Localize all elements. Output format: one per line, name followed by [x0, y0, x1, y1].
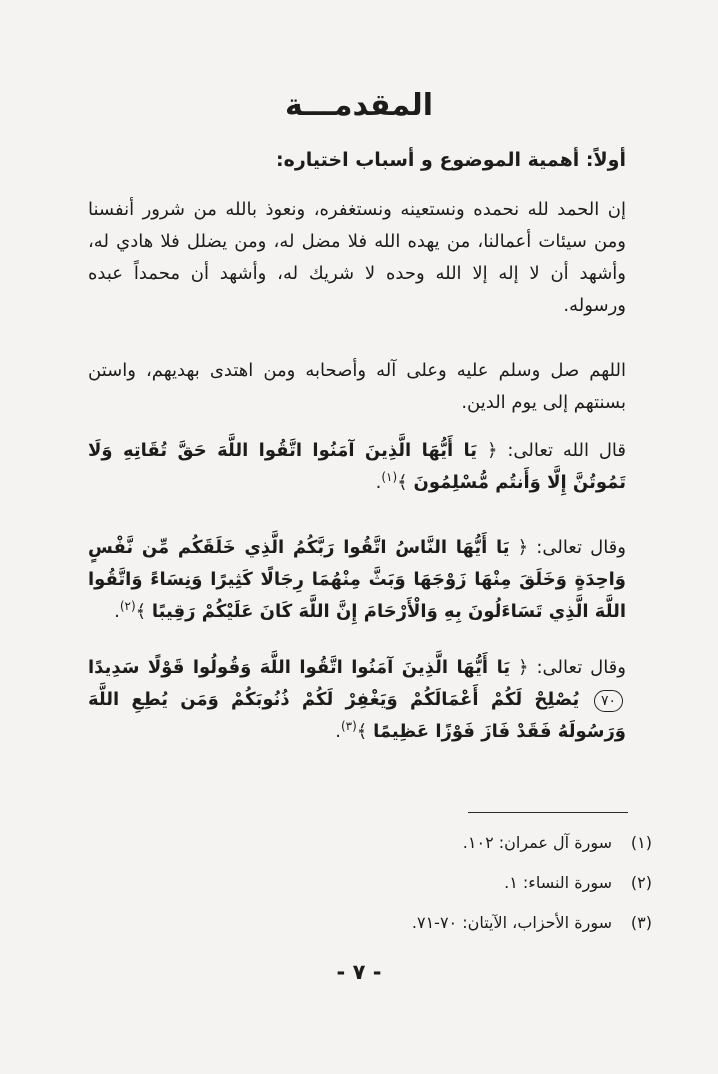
footnote-item	[92, 868, 652, 908]
sentence-end: .	[114, 601, 120, 622]
footnote-text: سورة الأحزاب، الآيتان: ٧٠-٧١.	[411, 913, 612, 932]
quote-intro: وقال تعالى:	[528, 657, 626, 678]
quran-verse: يَا أَيُّهَا الَّذِينَ آمَنُوا اتَّقُوا اللَّهَ وَقُولُوا قَوْلًا سَدِيدًا	[88, 657, 511, 678]
footnote-divider	[468, 812, 628, 813]
quote-intro: قال الله تعالى:	[497, 440, 627, 461]
page-number: - ٧ -	[336, 960, 382, 984]
verse-close-bracket: ﴾	[356, 721, 368, 742]
footnote-text: سورة آل عمران: ١٠٢.	[462, 833, 612, 852]
footnotes-list	[92, 828, 652, 948]
paragraph-praise: إن الحمد لله نحمده ونستعينه ونستغفره، ونعوذ بالله من شرور أنفسنا ومن سيئات أعمالنا، من يهده الله فلا مضل له، ومن يضلل فلا هادي له، وأشهد أن لا إله إلا الله وحده لا شريك له، وأشهد أن محمداً عبده ورسوله.	[88, 199, 626, 316]
footnote-item	[92, 908, 652, 948]
footnote-number: (٢)	[630, 873, 652, 892]
footnote-text: سورة النساء: ١.	[504, 873, 612, 892]
paragraph-salutation: اللهم صل وسلم عليه وعلى آله وأصحابه ومن اهتدى بهديهم، واستن بسنتهم إلى يوم الدين.	[88, 360, 626, 413]
verse-open-bracket: ﴿	[517, 537, 529, 558]
footnote-number: (٣)	[630, 913, 652, 932]
sentence-end: .	[335, 721, 341, 742]
sentence-end: .	[375, 472, 382, 493]
verse-close-bracket: ﴾	[135, 601, 147, 622]
quote-intro: وقال تعالى:	[528, 537, 626, 558]
verse-close-bracket: ﴾	[397, 472, 408, 493]
verse-number-medallion: ٧٠	[594, 690, 623, 712]
footnote-item	[92, 828, 652, 868]
footnote-reference[interactable]: (٣)	[340, 719, 357, 733]
quran-verse: يَا أَيُّهَا النَّاسُ اتَّقُوا رَبَّكُمُ الَّذِي خَلَقَكُم مِّن نَّفْسٍ وَاحِدَةٍ وَخَلَقَ مِنْهَا زَوْجَهَا وَبَثَّ مِنْهُمَا رِجَالًا كَثِيرًا وَنِسَاءً وَاتَّقُوا اللَّهَ الَّذِي تَسَاءَلُونَ بِهِ وَالْأَرْحَامَ إِنَّ اللَّهَ كَانَ عَلَيْكُمْ رَقِيبًا	[88, 537, 626, 622]
paragraph-quran-ahzab	[88, 652, 626, 748]
paragraph-quran-nisa	[88, 532, 626, 628]
footnote-reference[interactable]: (٢)	[119, 599, 136, 613]
verse-open-bracket: ﴿	[518, 657, 529, 678]
footnote-reference[interactable]: (١)	[381, 470, 398, 484]
section-heading: أولاً: أهمية الموضوع و أسباب اختياره:	[276, 149, 626, 171]
footnote-number: (١)	[630, 833, 652, 852]
chapter-title: المقدمـــة	[284, 88, 434, 123]
quran-verse: يَا أَيُّهَا الَّذِينَ آمَنُوا اتَّقُوا اللَّهَ حَقَّ تُقَاتِهِ وَلَا تَمُوتُنَّ إِلَّا وَأَنتُم مُّسْلِمُونَ	[88, 440, 626, 493]
verse-open-bracket: ﴿	[486, 440, 498, 461]
paragraph-quran-aal-imran	[88, 435, 626, 499]
quran-verse: يُصْلِحْ لَكُمْ أَعْمَالَكُمْ وَيَغْفِرْ لَكُمْ ذُنُوبَكُمْ وَمَن يُطِعِ اللَّهَ وَرَسُولَهُ فَقَدْ فَازَ فَوْزًا عَظِيمًا	[88, 689, 626, 742]
